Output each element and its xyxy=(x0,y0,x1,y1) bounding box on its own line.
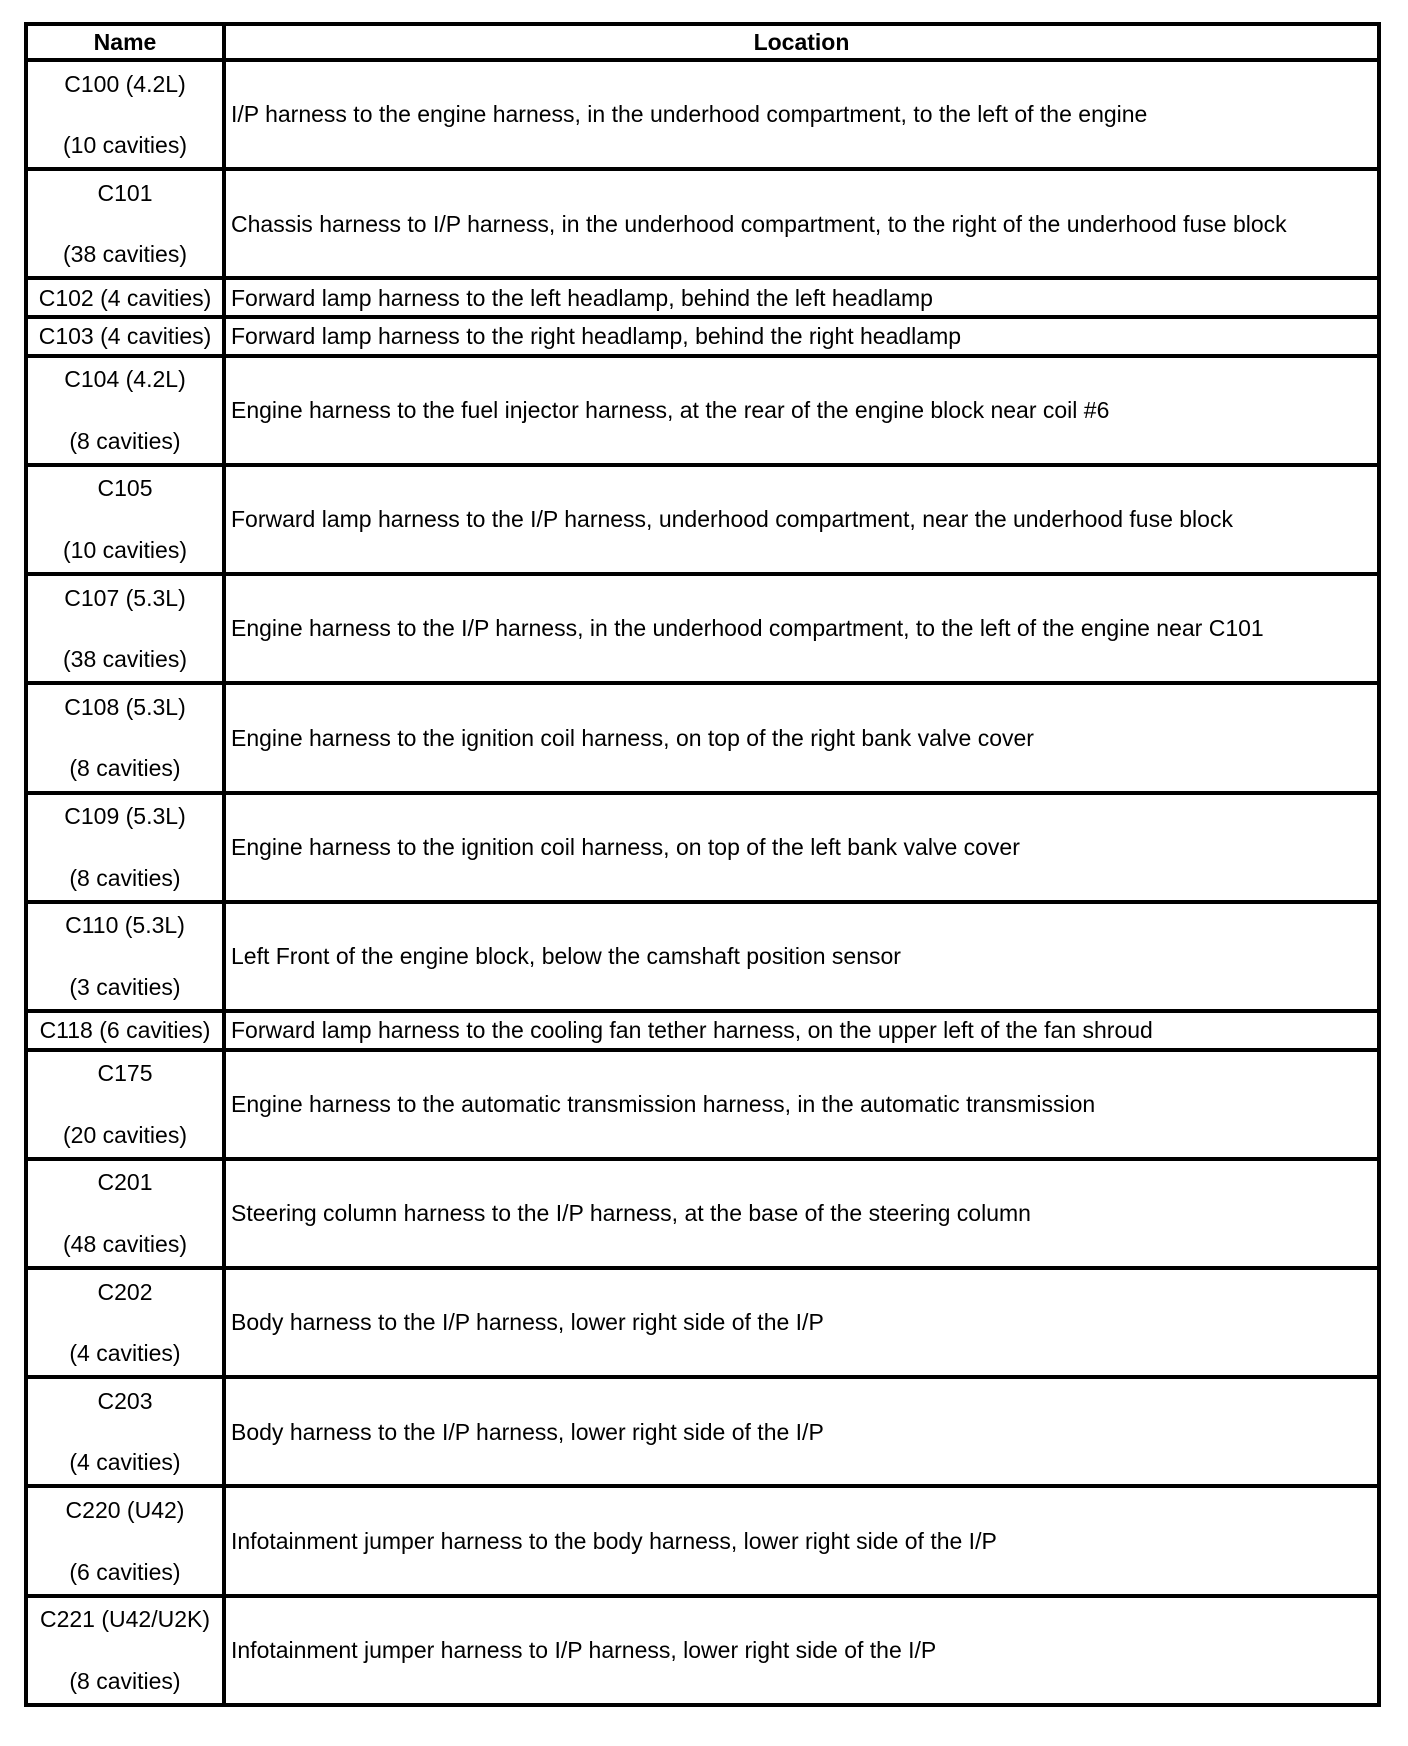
connector-name-cell xyxy=(26,1486,224,1595)
connector-name-cell xyxy=(26,793,224,902)
connector-location: I/P harness to the engine harness, in the underhood compartment, to the left of the engine xyxy=(224,60,1379,169)
connector-name-cell xyxy=(26,1159,224,1268)
connector-name: C201 xyxy=(97,1169,153,1196)
connector-name-cell xyxy=(26,1050,224,1159)
connector-name-cell xyxy=(26,317,224,356)
connector-name-cell xyxy=(26,1596,224,1705)
connector-location: Body harness to the I/P harness, lower right side of the I/P xyxy=(224,1268,1379,1377)
table-row xyxy=(26,60,1379,169)
connector-location: Forward lamp harness to the I/P harness, underhood compartment, near the underhood fuse block xyxy=(224,465,1379,574)
connector-name-cell xyxy=(26,465,224,574)
connector-location: Chassis harness to I/P harness, in the underhood compartment, to the right of the underhood fuse block xyxy=(224,169,1379,278)
table-row xyxy=(26,1050,1379,1159)
connector-name: C103 (4 cavities) xyxy=(38,323,212,350)
connector-name: C221 (U42/U2K) xyxy=(39,1606,211,1633)
connector-name-cell xyxy=(26,356,224,465)
table-row xyxy=(26,1159,1379,1268)
connector-location: Engine harness to the fuel injector harness, at the rear of the engine block near coil #6 xyxy=(224,356,1379,465)
table-row xyxy=(26,169,1379,278)
connector-name-cell xyxy=(26,1377,224,1486)
connector-name: C110 (5.3L) xyxy=(65,912,185,939)
connector-cavities: (4 cavities) xyxy=(69,1340,181,1367)
connector-name: C100 (4.2L) xyxy=(64,70,186,97)
connector-location: Engine harness to the ignition coil harness, on top of the left bank valve cover xyxy=(224,793,1379,902)
table-row xyxy=(26,317,1379,356)
connector-cavities: (4 cavities) xyxy=(69,1449,181,1476)
connector-name: C107 (5.3L) xyxy=(64,584,186,611)
connector-name-cell xyxy=(26,574,224,683)
connector-location: Engine harness to the I/P harness, in the underhood compartment, to the left of the engine near C101 xyxy=(224,574,1379,683)
connector-name: C118 (6 cavities) xyxy=(39,1017,211,1044)
table-row xyxy=(26,683,1379,792)
connector-cavities: (20 cavities) xyxy=(63,1121,187,1148)
connector-name: C101 xyxy=(97,179,153,206)
header-name: Name xyxy=(26,24,224,60)
connector-cavities: (3 cavities) xyxy=(69,973,181,1000)
connector-cavities: (8 cavities) xyxy=(69,864,181,891)
connector-location: Engine harness to the ignition coil harness, on top of the right bank valve cover xyxy=(224,683,1379,792)
table-row xyxy=(26,278,1379,317)
connector-location: Body harness to the I/P harness, lower right side of the I/P xyxy=(224,1377,1379,1486)
connector-cavities: (8 cavities) xyxy=(69,427,181,454)
connector-cavities: (10 cavities) xyxy=(63,536,187,563)
connector-location: Forward lamp harness to the right headlamp, behind the right headlamp xyxy=(224,317,1379,356)
connector-cavities: (6 cavities) xyxy=(69,1558,181,1585)
connector-name: C175 xyxy=(97,1060,153,1087)
table-row xyxy=(26,1268,1379,1377)
connector-name: C202 xyxy=(97,1278,153,1305)
connector-name-cell xyxy=(26,683,224,792)
header-row xyxy=(26,24,1379,60)
table-row xyxy=(26,574,1379,683)
connector-location: Forward lamp harness to the cooling fan tether harness, on the upper left of the fan shroud xyxy=(224,1011,1379,1050)
table-row xyxy=(26,793,1379,902)
table-row xyxy=(26,902,1379,1011)
connector-location: Forward lamp harness to the left headlamp, behind the left headlamp xyxy=(224,278,1379,317)
header-location: Location xyxy=(224,24,1379,60)
connector-name: C105 xyxy=(97,475,153,502)
connector-name-cell xyxy=(26,1268,224,1377)
connector-name: C109 (5.3L) xyxy=(64,803,186,830)
connector-cavities: (10 cavities) xyxy=(63,132,187,159)
connector-cavities: (8 cavities) xyxy=(69,755,181,782)
table-row xyxy=(26,1011,1379,1050)
connector-name: C102 (4 cavities) xyxy=(38,284,212,311)
table-row xyxy=(26,1486,1379,1595)
table-body xyxy=(26,60,1379,1705)
connector-cavities: (8 cavities) xyxy=(69,1667,181,1694)
connector-cavities: (38 cavities) xyxy=(63,646,187,673)
connector-location: Steering column harness to the I/P harness, at the base of the steering column xyxy=(224,1159,1379,1268)
connector-name: C203 xyxy=(97,1387,153,1414)
table-row xyxy=(26,356,1379,465)
connector-cavities: (38 cavities) xyxy=(63,241,187,268)
table-row xyxy=(26,465,1379,574)
connector-location: Engine harness to the automatic transmission harness, in the automatic transmission xyxy=(224,1050,1379,1159)
connector-cavities: (48 cavities) xyxy=(63,1230,187,1257)
table-row xyxy=(26,1596,1379,1705)
connector-name-cell xyxy=(26,1011,224,1050)
connector-location-table xyxy=(24,22,1381,1707)
connector-name: C220 (U42) xyxy=(65,1497,185,1524)
connector-location: Left Front of the engine block, below the camshaft position sensor xyxy=(224,902,1379,1011)
connector-name-cell xyxy=(26,169,224,278)
table-row xyxy=(26,1377,1379,1486)
connector-location: Infotainment jumper harness to the body harness, lower right side of the I/P xyxy=(224,1486,1379,1595)
connector-name-cell xyxy=(26,278,224,317)
connector-location: Infotainment jumper harness to I/P harness, lower right side of the I/P xyxy=(224,1596,1379,1705)
connector-name: C104 (4.2L) xyxy=(64,366,186,393)
connector-name-cell xyxy=(26,902,224,1011)
connector-name-cell xyxy=(26,60,224,169)
connector-name: C108 (5.3L) xyxy=(64,693,186,720)
